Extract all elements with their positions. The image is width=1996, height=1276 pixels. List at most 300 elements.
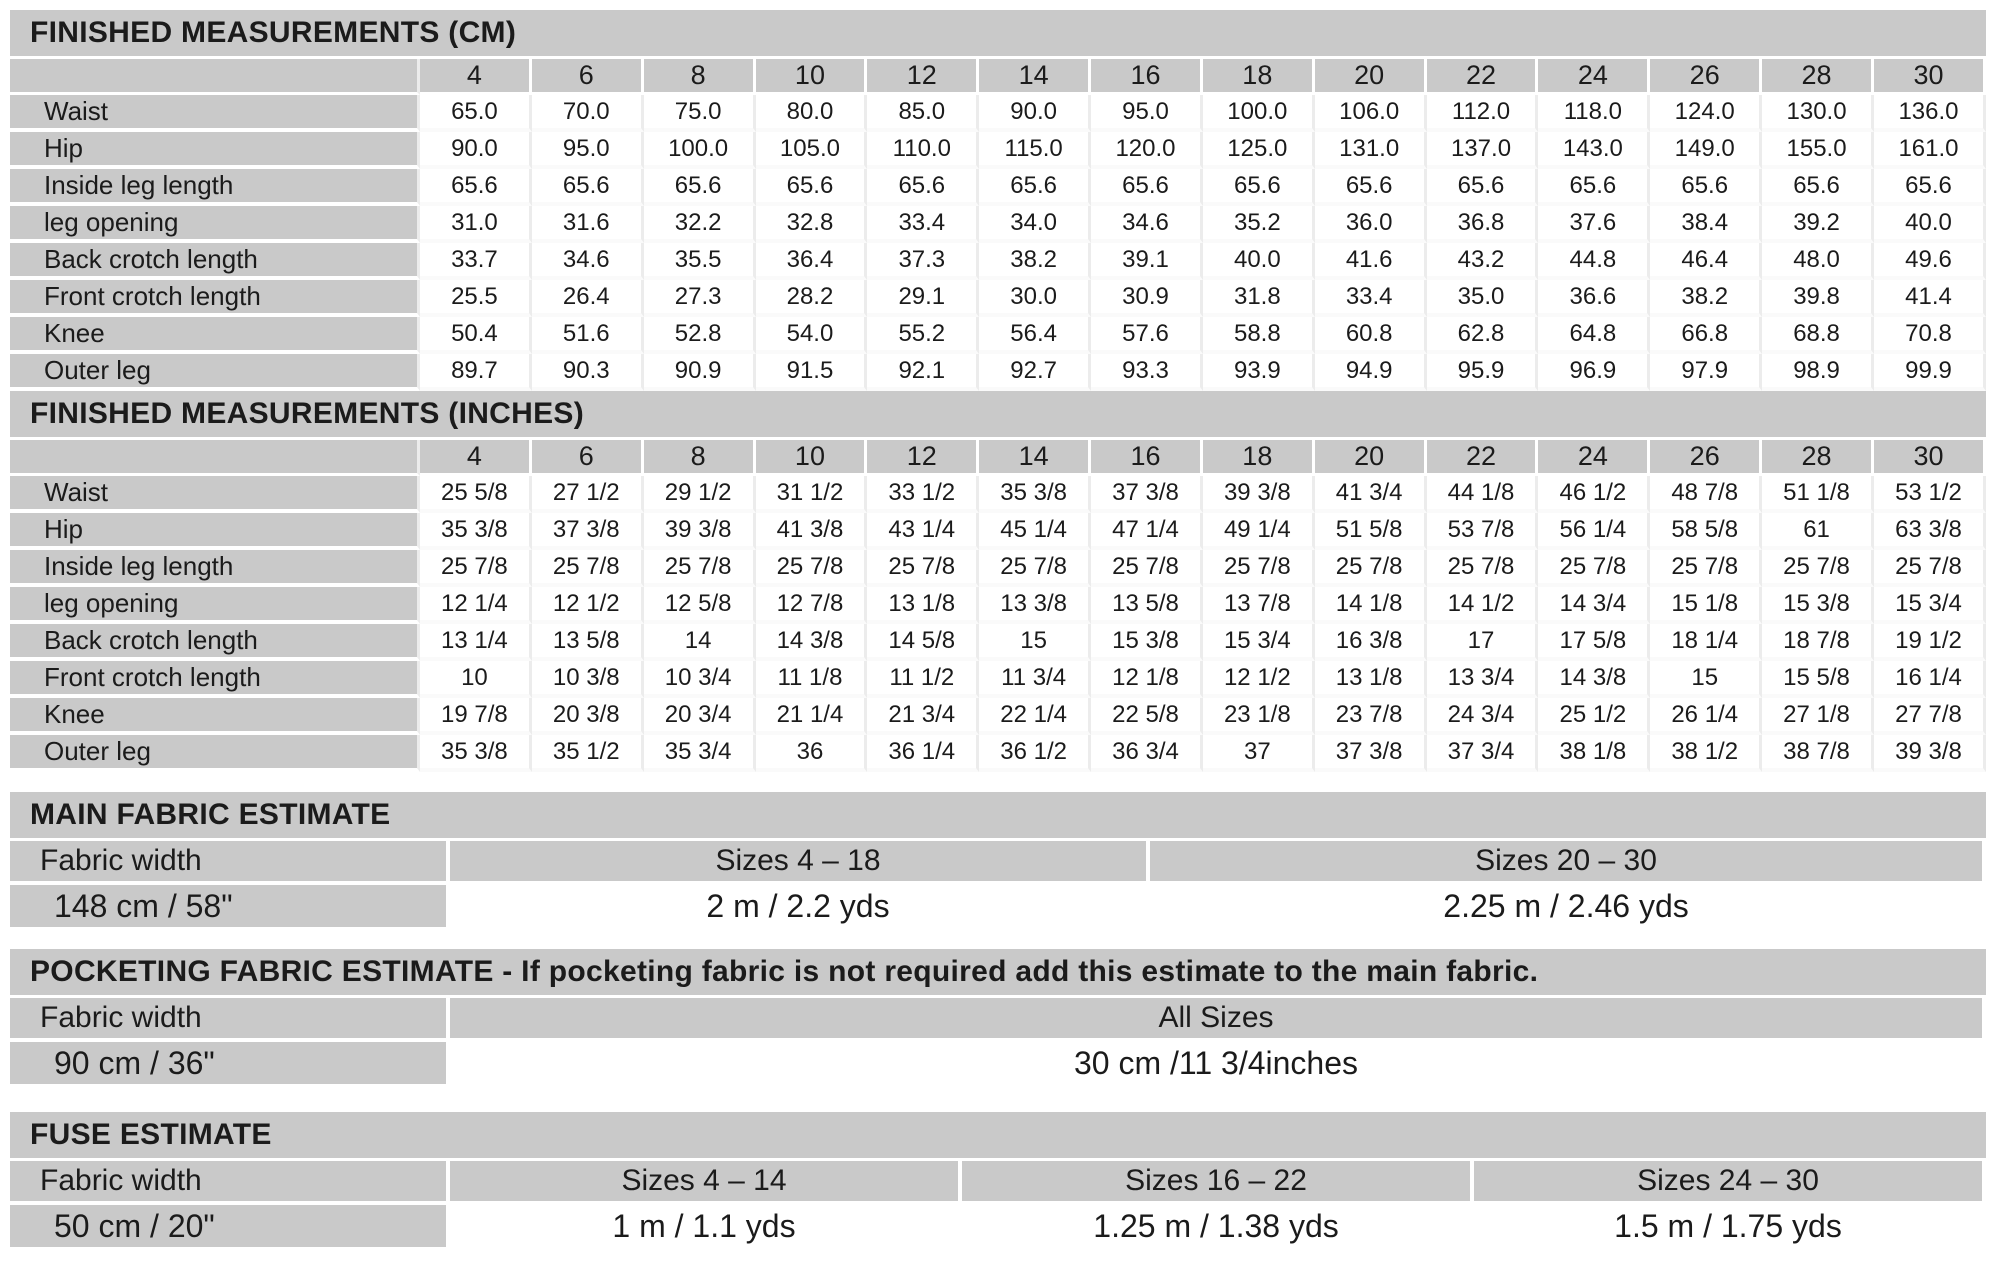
measurement-value: 35.5 — [644, 243, 756, 280]
measurement-value: 66.8 — [1650, 317, 1762, 354]
measurement-value: 25.5 — [420, 280, 532, 317]
measurement-value: 149.0 — [1650, 132, 1762, 169]
measurement-value: 14 3/8 — [1538, 661, 1650, 698]
measurement-value: 39 3/8 — [1203, 476, 1315, 513]
measurement-value: 36.4 — [756, 243, 868, 280]
measurement-value: 10 3/4 — [644, 661, 756, 698]
measurement-value: 65.6 — [1091, 169, 1203, 206]
inches-measurements-table — [10, 440, 1986, 772]
measurement-value: 12 1/2 — [1203, 661, 1315, 698]
measurement-value: 49.6 — [1874, 243, 1986, 280]
measurement-value: 62.8 — [1427, 317, 1539, 354]
measurement-value: 25 7/8 — [1091, 550, 1203, 587]
measurement-value: 19 7/8 — [420, 698, 532, 735]
measurement-value: 45 1/4 — [979, 513, 1091, 550]
size-header: 22 — [1427, 440, 1539, 476]
measurement-value: 64.8 — [1538, 317, 1650, 354]
measurement-value: 19 1/2 — [1874, 624, 1986, 661]
measurement-value: 38.4 — [1650, 206, 1762, 243]
fuse-yardage-3: 1.5 m / 1.75 yds — [1474, 1205, 1986, 1251]
measurement-value: 39.1 — [1091, 243, 1203, 280]
main-fabric-value-row — [10, 885, 1986, 931]
measurement-value: 65.6 — [979, 169, 1091, 206]
measurement-value: 94.9 — [1315, 354, 1427, 391]
measurement-value: 37 3/8 — [1091, 476, 1203, 513]
measurement-value: 36 1/2 — [979, 735, 1091, 772]
measurement-value: 29.1 — [867, 280, 979, 317]
measurement-value: 33 1/2 — [867, 476, 979, 513]
measurement-value: 18 1/4 — [1650, 624, 1762, 661]
measurement-value: 27.3 — [644, 280, 756, 317]
measurement-value: 155.0 — [1762, 132, 1874, 169]
measurement-value: 46 1/2 — [1538, 476, 1650, 513]
measurement-value: 100.0 — [644, 132, 756, 169]
measurement-value: 25 7/8 — [420, 550, 532, 587]
measurement-value: 65.6 — [1874, 169, 1986, 206]
measurement-value: 49 1/4 — [1203, 513, 1315, 550]
measurement-value: 31.6 — [532, 206, 644, 243]
row-label: Front crotch length — [10, 661, 420, 698]
measurement-value: 61 — [1762, 513, 1874, 550]
measurement-row — [10, 243, 1986, 280]
measurement-value: 65.6 — [420, 169, 532, 206]
size-header: 12 — [867, 59, 979, 95]
measurement-value: 26.4 — [532, 280, 644, 317]
measurement-value: 12 5/8 — [644, 587, 756, 624]
measurement-value: 18 7/8 — [1762, 624, 1874, 661]
measurement-value: 25 7/8 — [867, 550, 979, 587]
measurement-value: 15 1/8 — [1650, 587, 1762, 624]
size-header-row — [10, 440, 1986, 476]
pocketing-yardage: 30 cm /11 3/4inches — [450, 1042, 1986, 1088]
measurement-row — [10, 132, 1986, 169]
measurement-value: 15 — [979, 624, 1091, 661]
measurement-value: 75.0 — [644, 95, 756, 132]
measurement-value: 13 3/4 — [1427, 661, 1539, 698]
measurement-row — [10, 698, 1986, 735]
fuse-yardage-2: 1.25 m / 1.38 yds — [962, 1205, 1474, 1251]
measurement-row — [10, 354, 1986, 391]
size-header: 24 — [1538, 59, 1650, 95]
measurement-row — [10, 661, 1986, 698]
measurement-value: 13 5/8 — [532, 624, 644, 661]
size-header: 26 — [1650, 440, 1762, 476]
measurement-value: 131.0 — [1315, 132, 1427, 169]
measurement-value: 37 3/8 — [532, 513, 644, 550]
measurement-value: 15 — [1650, 661, 1762, 698]
measurement-value: 65.6 — [1538, 169, 1650, 206]
measurement-value: 37.6 — [1538, 206, 1650, 243]
measurement-value: 24 3/4 — [1427, 698, 1539, 735]
measurement-value: 35 3/8 — [420, 513, 532, 550]
measurement-row — [10, 95, 1986, 132]
measurement-value: 58.8 — [1203, 317, 1315, 354]
measurement-value: 47 1/4 — [1091, 513, 1203, 550]
size-header: 28 — [1762, 440, 1874, 476]
row-label: Outer leg — [10, 735, 420, 772]
measurement-row — [10, 169, 1986, 206]
measurement-value: 60.8 — [1315, 317, 1427, 354]
measurement-value: 20 3/8 — [532, 698, 644, 735]
measurement-value: 58 5/8 — [1650, 513, 1762, 550]
measurement-value: 105.0 — [756, 132, 868, 169]
measurement-value: 65.6 — [1315, 169, 1427, 206]
measurement-value: 33.4 — [867, 206, 979, 243]
fuse-size-range-1: Sizes 4 – 14 — [450, 1161, 962, 1205]
measurement-value: 16 3/8 — [1315, 624, 1427, 661]
measurement-value: 91.5 — [756, 354, 868, 391]
measurement-value: 46.4 — [1650, 243, 1762, 280]
pocketing-fabric-title: POCKETING FABRIC ESTIMATE - If pocketing fabric is not required add this estimate to the main fabric. — [10, 949, 1986, 995]
measurement-value: 51 5/8 — [1315, 513, 1427, 550]
measurement-value: 90.0 — [420, 132, 532, 169]
measurement-value: 33.4 — [1315, 280, 1427, 317]
measurement-value: 97.9 — [1650, 354, 1762, 391]
measurement-value: 124.0 — [1650, 95, 1762, 132]
fabric-width-label: Fabric width — [10, 841, 450, 885]
measurement-value: 26 1/4 — [1650, 698, 1762, 735]
measurement-value: 68.8 — [1762, 317, 1874, 354]
measurement-value: 56.4 — [979, 317, 1091, 354]
measurement-value: 16 1/4 — [1874, 661, 1986, 698]
measurement-value: 100.0 — [1203, 95, 1315, 132]
cm-measurements-table — [10, 59, 1986, 391]
measurement-value: 20 3/4 — [644, 698, 756, 735]
measurement-value: 65.6 — [1203, 169, 1315, 206]
measurement-value: 115.0 — [979, 132, 1091, 169]
measurement-value: 15 3/4 — [1874, 587, 1986, 624]
main-fabric-size-range-1: Sizes 4 – 18 — [450, 841, 1150, 885]
row-label: Hip — [10, 132, 420, 169]
measurement-value: 96.9 — [1538, 354, 1650, 391]
pocketing-fabric-table — [10, 998, 1986, 1088]
measurement-value: 29 1/2 — [644, 476, 756, 513]
measurement-value: 22 1/4 — [979, 698, 1091, 735]
measurement-value: 14 — [644, 624, 756, 661]
measurement-value: 17 — [1427, 624, 1539, 661]
measurement-value: 15 3/4 — [1203, 624, 1315, 661]
measurement-value: 13 5/8 — [1091, 587, 1203, 624]
measurement-value: 53 7/8 — [1427, 513, 1539, 550]
measurement-row — [10, 550, 1986, 587]
measurement-value: 14 1/2 — [1427, 587, 1539, 624]
measurement-row — [10, 735, 1986, 772]
fuse-size-range-3: Sizes 24 – 30 — [1474, 1161, 1986, 1205]
row-label: Inside leg length — [10, 550, 420, 587]
measurement-value: 37 3/4 — [1427, 735, 1539, 772]
measurement-value: 11 1/2 — [867, 661, 979, 698]
measurement-value: 25 7/8 — [756, 550, 868, 587]
fabric-width-value: 90 cm / 36" — [10, 1042, 450, 1088]
measurement-value: 37 3/8 — [1315, 735, 1427, 772]
measurement-value: 65.6 — [1650, 169, 1762, 206]
measurement-value: 35 3/8 — [420, 735, 532, 772]
measurement-value: 90.9 — [644, 354, 756, 391]
main-fabric-table — [10, 841, 1986, 931]
measurement-value: 161.0 — [1874, 132, 1986, 169]
fuse-yardage-1: 1 m / 1.1 yds — [450, 1205, 962, 1251]
measurement-value: 41.6 — [1315, 243, 1427, 280]
fabric-width-value: 148 cm / 58" — [10, 885, 450, 931]
measurement-value: 44 1/8 — [1427, 476, 1539, 513]
measurement-value: 13 3/8 — [979, 587, 1091, 624]
measurement-value: 65.6 — [756, 169, 868, 206]
measurement-value: 37.3 — [867, 243, 979, 280]
measurement-value: 55.2 — [867, 317, 979, 354]
row-label: Front crotch length — [10, 280, 420, 317]
measurement-value: 44.8 — [1538, 243, 1650, 280]
measurement-value: 28.2 — [756, 280, 868, 317]
measurement-value: 38 7/8 — [1762, 735, 1874, 772]
measurement-value: 15 3/8 — [1091, 624, 1203, 661]
measurement-value: 30.9 — [1091, 280, 1203, 317]
pocketing-header-row — [10, 998, 1986, 1042]
fuse-size-range-2: Sizes 16 – 22 — [962, 1161, 1474, 1205]
measurement-value: 25 7/8 — [1762, 550, 1874, 587]
size-header: 20 — [1315, 440, 1427, 476]
measurement-value: 36.0 — [1315, 206, 1427, 243]
measurement-value: 11 1/8 — [756, 661, 868, 698]
measurement-value: 65.0 — [420, 95, 532, 132]
main-fabric-title: MAIN FABRIC ESTIMATE — [10, 792, 1986, 838]
measurement-value: 27 7/8 — [1874, 698, 1986, 735]
measurement-value: 32.2 — [644, 206, 756, 243]
measurement-value: 25 7/8 — [1650, 550, 1762, 587]
measurement-value: 25 7/8 — [532, 550, 644, 587]
measurement-value: 51.6 — [532, 317, 644, 354]
measurement-value: 65.6 — [867, 169, 979, 206]
measurement-value: 65.6 — [532, 169, 644, 206]
measurement-value: 50.4 — [420, 317, 532, 354]
size-header: 4 — [420, 440, 532, 476]
measurement-value: 120.0 — [1091, 132, 1203, 169]
measurement-value: 80.0 — [756, 95, 868, 132]
measurement-value: 51 1/8 — [1762, 476, 1874, 513]
measurement-value: 34.6 — [532, 243, 644, 280]
measurement-value: 35.0 — [1427, 280, 1539, 317]
measurement-value: 23 1/8 — [1203, 698, 1315, 735]
measurement-value: 37 — [1203, 735, 1315, 772]
row-label: Knee — [10, 698, 420, 735]
main-fabric-header-row — [10, 841, 1986, 885]
measurement-value: 38.2 — [979, 243, 1091, 280]
cm-measurements-section — [10, 10, 1986, 391]
size-header: 14 — [979, 59, 1091, 95]
main-fabric-yardage-1: 2 m / 2.2 yds — [450, 885, 1150, 931]
measurement-value: 36.6 — [1538, 280, 1650, 317]
fuse-estimate-section — [10, 1112, 1986, 1251]
measurement-value: 98.9 — [1762, 354, 1874, 391]
measurement-value: 70.8 — [1874, 317, 1986, 354]
size-header: 6 — [532, 59, 644, 95]
size-header: 18 — [1203, 440, 1315, 476]
measurement-value: 56 1/4 — [1538, 513, 1650, 550]
size-header: 28 — [1762, 59, 1874, 95]
measurement-value: 53 1/2 — [1874, 476, 1986, 513]
measurement-value: 25 7/8 — [1427, 550, 1539, 587]
fuse-table — [10, 1161, 1986, 1251]
measurement-value: 36 1/4 — [867, 735, 979, 772]
row-label: leg opening — [10, 587, 420, 624]
measurement-value: 21 1/4 — [756, 698, 868, 735]
pocketing-value-row — [10, 1042, 1986, 1088]
measurement-value: 93.3 — [1091, 354, 1203, 391]
measurement-value: 63 3/8 — [1874, 513, 1986, 550]
measurement-value: 118.0 — [1538, 95, 1650, 132]
measurement-value: 15 3/8 — [1762, 587, 1874, 624]
measurement-value: 125.0 — [1203, 132, 1315, 169]
inches-measurements-section — [10, 391, 1986, 772]
measurement-value: 39 3/8 — [644, 513, 756, 550]
measurement-value: 93.9 — [1203, 354, 1315, 391]
measurement-row — [10, 206, 1986, 243]
measurement-value: 31.8 — [1203, 280, 1315, 317]
size-header: 24 — [1538, 440, 1650, 476]
row-label: leg opening — [10, 206, 420, 243]
measurement-value: 11 3/4 — [979, 661, 1091, 698]
measurement-value: 89.7 — [420, 354, 532, 391]
row-label: Back crotch length — [10, 243, 420, 280]
measurement-value: 130.0 — [1762, 95, 1874, 132]
measurement-value: 17 5/8 — [1538, 624, 1650, 661]
fuse-header-row — [10, 1161, 1986, 1205]
measurement-value: 65.6 — [644, 169, 756, 206]
measurement-value: 25 1/2 — [1538, 698, 1650, 735]
measurement-value: 25 7/8 — [1315, 550, 1427, 587]
measurement-value: 95.0 — [532, 132, 644, 169]
size-header: 4 — [420, 59, 532, 95]
fabric-width-label: Fabric width — [10, 998, 450, 1042]
measurement-value: 43 1/4 — [867, 513, 979, 550]
measurement-value: 14 1/8 — [1315, 587, 1427, 624]
measurement-value: 70.0 — [532, 95, 644, 132]
main-fabric-yardage-2: 2.25 m / 2.46 yds — [1150, 885, 1986, 931]
inches-section-title: FINISHED MEASUREMENTS (INCHES) — [10, 391, 1986, 437]
pocketing-size-range: All Sizes — [450, 998, 1986, 1042]
measurement-value: 54.0 — [756, 317, 868, 354]
measurement-value: 25 7/8 — [1203, 550, 1315, 587]
measurement-value: 34.6 — [1091, 206, 1203, 243]
measurement-row — [10, 513, 1986, 550]
measurement-value: 22 5/8 — [1091, 698, 1203, 735]
measurement-value: 15 5/8 — [1762, 661, 1874, 698]
measurement-value: 40.0 — [1874, 206, 1986, 243]
measurement-value: 136.0 — [1874, 95, 1986, 132]
measurement-value: 13 7/8 — [1203, 587, 1315, 624]
measurement-value: 43.2 — [1427, 243, 1539, 280]
measurement-value: 39.8 — [1762, 280, 1874, 317]
measurement-value: 13 1/4 — [420, 624, 532, 661]
measurement-value: 12 7/8 — [756, 587, 868, 624]
measurement-value: 110.0 — [867, 132, 979, 169]
row-label: Waist — [10, 476, 420, 513]
measurement-value: 39.2 — [1762, 206, 1874, 243]
measurement-value: 38 1/2 — [1650, 735, 1762, 772]
measurement-value: 41 3/4 — [1315, 476, 1427, 513]
measurement-value: 95.9 — [1427, 354, 1539, 391]
measurement-value: 39 3/8 — [1874, 735, 1986, 772]
size-header: 16 — [1091, 440, 1203, 476]
measurement-value: 30.0 — [979, 280, 1091, 317]
measurement-value: 38.2 — [1650, 280, 1762, 317]
size-header: 30 — [1874, 440, 1986, 476]
row-label: Outer leg — [10, 354, 420, 391]
fabric-width-value: 50 cm / 20" — [10, 1205, 450, 1251]
main-fabric-estimate-section — [10, 792, 1986, 931]
measurement-value: 92.7 — [979, 354, 1091, 391]
size-header: 22 — [1427, 59, 1539, 95]
row-label: Hip — [10, 513, 420, 550]
measurement-value: 40.0 — [1203, 243, 1315, 280]
measurement-value: 25 7/8 — [979, 550, 1091, 587]
measurement-value: 112.0 — [1427, 95, 1539, 132]
fabric-width-label: Fabric width — [10, 1161, 450, 1205]
measurement-value: 31 1/2 — [756, 476, 868, 513]
measurement-value: 13 1/8 — [1315, 661, 1427, 698]
measurement-value: 36 — [756, 735, 868, 772]
measurement-value: 65.6 — [1762, 169, 1874, 206]
size-header: 12 — [867, 440, 979, 476]
measurement-value: 65.6 — [1427, 169, 1539, 206]
measurement-value: 36.8 — [1427, 206, 1539, 243]
row-label: Back crotch length — [10, 624, 420, 661]
size-header: 16 — [1091, 59, 1203, 95]
measurement-value: 27 1/8 — [1762, 698, 1874, 735]
main-fabric-size-range-2: Sizes 20 – 30 — [1150, 841, 1986, 885]
corner-cell — [10, 59, 420, 95]
size-header: 6 — [532, 440, 644, 476]
measurement-value: 99.9 — [1874, 354, 1986, 391]
measurement-value: 57.6 — [1091, 317, 1203, 354]
measurement-value: 35 3/4 — [644, 735, 756, 772]
corner-cell — [10, 440, 420, 476]
measurement-value: 143.0 — [1538, 132, 1650, 169]
measurement-value: 52.8 — [644, 317, 756, 354]
measurement-value: 12 1/4 — [420, 587, 532, 624]
measurement-value: 13 1/8 — [867, 587, 979, 624]
measurement-row — [10, 280, 1986, 317]
measurement-value: 95.0 — [1091, 95, 1203, 132]
size-header-row — [10, 59, 1986, 95]
measurement-value: 23 7/8 — [1315, 698, 1427, 735]
size-header: 10 — [756, 440, 868, 476]
measurement-value: 35 3/8 — [979, 476, 1091, 513]
measurement-value: 106.0 — [1315, 95, 1427, 132]
measurement-value: 25 5/8 — [420, 476, 532, 513]
measurement-value: 25 7/8 — [1538, 550, 1650, 587]
cm-section-title: FINISHED MEASUREMENTS (CM) — [10, 10, 1986, 56]
measurement-value: 41.4 — [1874, 280, 1986, 317]
measurement-value: 14 5/8 — [867, 624, 979, 661]
measurement-value: 25 7/8 — [644, 550, 756, 587]
measurement-row — [10, 317, 1986, 354]
measurement-value: 35 1/2 — [532, 735, 644, 772]
measurement-value: 36 3/4 — [1091, 735, 1203, 772]
measurement-value: 85.0 — [867, 95, 979, 132]
size-header: 20 — [1315, 59, 1427, 95]
measurement-value: 35.2 — [1203, 206, 1315, 243]
measurement-value: 21 3/4 — [867, 698, 979, 735]
measurement-value: 14 3/8 — [756, 624, 868, 661]
pocketing-fabric-estimate-section — [10, 949, 1986, 1088]
size-header: 8 — [644, 440, 756, 476]
fuse-title: FUSE ESTIMATE — [10, 1112, 1986, 1158]
measurement-value: 92.1 — [867, 354, 979, 391]
row-label: Waist — [10, 95, 420, 132]
measurement-value: 137.0 — [1427, 132, 1539, 169]
size-header: 8 — [644, 59, 756, 95]
size-header: 26 — [1650, 59, 1762, 95]
